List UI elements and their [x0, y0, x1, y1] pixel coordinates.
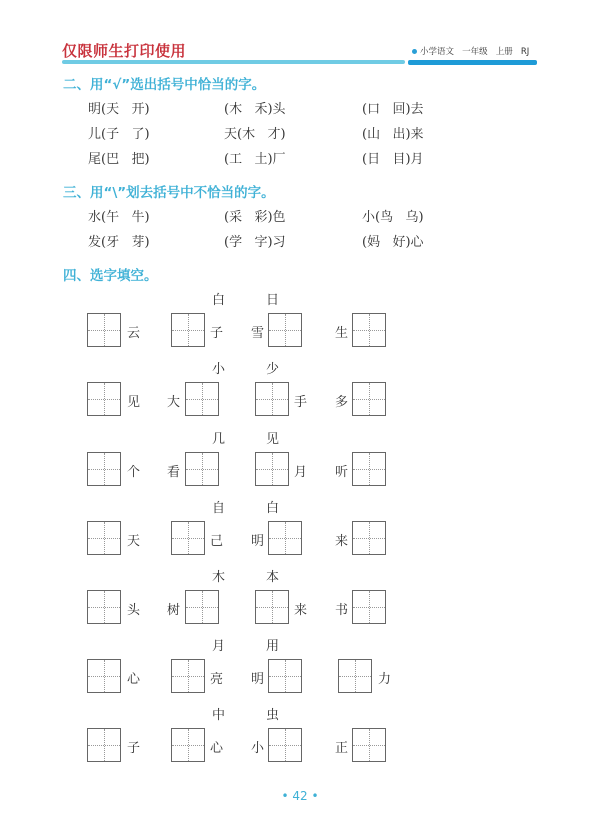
question-item: (工 土)厂: [224, 152, 286, 167]
word-char: 见: [127, 395, 141, 410]
choice-char: 中: [212, 708, 226, 723]
choice-char: 日: [266, 293, 280, 308]
question-item: 发(牙 芽): [88, 235, 150, 250]
section-2-title: 二、用“√”选出括号中恰当的字。: [63, 77, 266, 93]
word-char: 书: [335, 603, 349, 618]
bullet-icon: [412, 49, 417, 54]
answer-box[interactable]: [352, 313, 386, 347]
word-char: 树: [167, 603, 181, 618]
answer-box[interactable]: [338, 659, 372, 693]
word-char: 雪: [251, 326, 265, 341]
word-char: 来: [335, 534, 349, 549]
word-char: 力: [378, 672, 392, 687]
answer-box[interactable]: [268, 659, 302, 693]
word-char: 听: [335, 465, 349, 480]
word-char: 手: [294, 395, 308, 410]
choice-char: 白: [212, 293, 226, 308]
choice-char: 白: [266, 501, 280, 516]
answer-box[interactable]: [268, 313, 302, 347]
word-char: 正: [335, 741, 349, 756]
word-char: 心: [210, 741, 224, 756]
header-divider-light: [62, 60, 405, 64]
answer-box[interactable]: [268, 521, 302, 555]
book-info-text: 小学语文 一年级 上册 RJ: [420, 47, 530, 57]
word-char: 天: [127, 534, 141, 549]
word-char: 看: [167, 465, 181, 480]
answer-box[interactable]: [185, 590, 219, 624]
choice-char: 自: [212, 501, 226, 516]
choice-char: 少: [266, 362, 280, 377]
choice-char: 见: [266, 432, 280, 447]
word-char: 个: [127, 465, 141, 480]
question-item: (妈 好)心: [362, 235, 424, 250]
question-item: (日 目)月: [362, 152, 424, 167]
answer-box[interactable]: [87, 382, 121, 416]
choice-char: 小: [212, 362, 226, 377]
answer-box[interactable]: [171, 728, 205, 762]
word-char: 来: [294, 603, 308, 618]
answer-box[interactable]: [87, 728, 121, 762]
answer-box[interactable]: [87, 521, 121, 555]
word-char: 小: [251, 741, 265, 756]
question-item: (山 出)来: [362, 127, 424, 142]
question-item: 天(木 才): [224, 127, 286, 142]
answer-box[interactable]: [87, 313, 121, 347]
word-char: 头: [127, 603, 141, 618]
word-char: 明: [251, 672, 265, 687]
question-item: (采 彩)色: [224, 210, 286, 225]
word-char: 云: [127, 326, 141, 341]
question-item: (口 回)去: [362, 102, 424, 117]
answer-box[interactable]: [255, 382, 289, 416]
section-4-title: 四、选字填空。: [63, 268, 158, 284]
answer-box[interactable]: [171, 313, 205, 347]
book-info: [412, 45, 529, 57]
question-item: 尾(巴 把): [88, 152, 150, 167]
section-3-title: 三、用“\”划去括号中不恰当的字。: [63, 185, 275, 201]
answer-box[interactable]: [352, 452, 386, 486]
word-char: 己: [210, 534, 224, 549]
question-item: 小(鸟 乌): [362, 210, 424, 225]
print-notice-title: 仅限师生打印使用: [62, 42, 187, 60]
word-char: 子: [210, 326, 224, 341]
word-char: 月: [294, 465, 308, 480]
word-char: 生: [335, 326, 349, 341]
answer-box[interactable]: [87, 659, 121, 693]
answer-box[interactable]: [268, 728, 302, 762]
question-item: 水(午 牛): [88, 210, 150, 225]
word-char: 明: [251, 534, 265, 549]
answer-box[interactable]: [352, 728, 386, 762]
word-char: 子: [127, 741, 141, 756]
word-char: 亮: [210, 672, 224, 687]
answer-box[interactable]: [87, 590, 121, 624]
choice-char: 用: [266, 639, 280, 654]
word-char: 多: [335, 395, 349, 410]
question-item: (学 字)习: [224, 235, 286, 250]
choice-char: 本: [266, 570, 280, 585]
choice-char: 虫: [266, 708, 280, 723]
answer-box[interactable]: [171, 521, 205, 555]
question-item: 儿(子 了): [88, 127, 150, 142]
answer-box[interactable]: [352, 590, 386, 624]
question-item: 明(天 开): [88, 102, 150, 117]
choice-char: 月: [212, 639, 226, 654]
answer-box[interactable]: [171, 659, 205, 693]
choice-char: 木: [212, 570, 226, 585]
choice-char: 几: [212, 432, 226, 447]
word-char: 大: [167, 395, 181, 410]
word-char: 心: [127, 672, 141, 687]
answer-box[interactable]: [352, 382, 386, 416]
answer-box[interactable]: [185, 452, 219, 486]
page-number: • 42 •: [281, 789, 319, 803]
answer-box[interactable]: [352, 521, 386, 555]
question-item: (木 禾)头: [224, 102, 286, 117]
header-divider-dark: [408, 60, 537, 65]
answer-box[interactable]: [185, 382, 219, 416]
answer-box[interactable]: [255, 452, 289, 486]
answer-box[interactable]: [87, 452, 121, 486]
answer-box[interactable]: [255, 590, 289, 624]
